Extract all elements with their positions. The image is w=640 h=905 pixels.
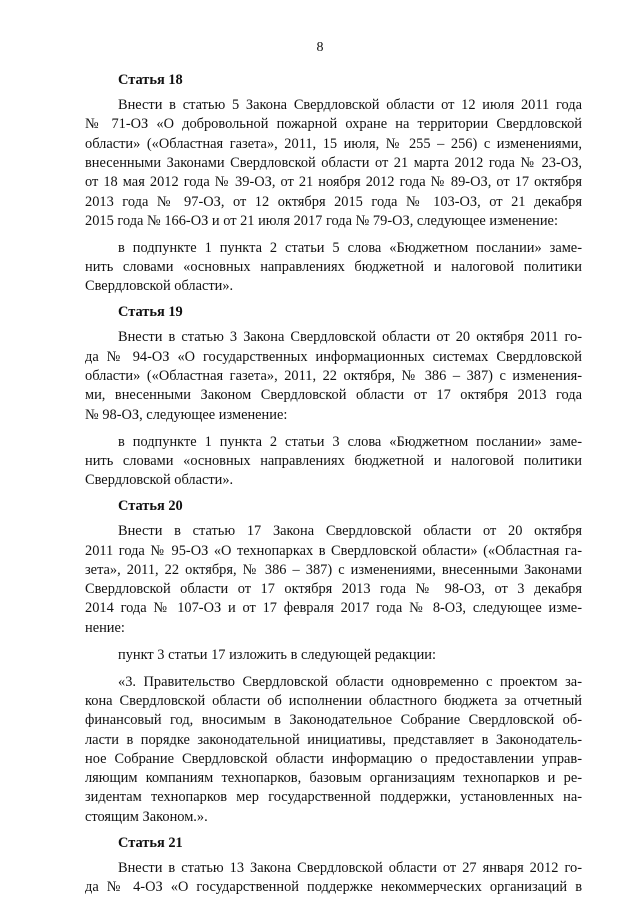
text-line: нить словами «основных направлениях бюджетной и налоговой политики xyxy=(85,453,582,469)
text-line: Внести в статью 3 Закона Свердловской области от 20 октября 2011 го- xyxy=(118,329,582,345)
article-19-heading: Статья 19 xyxy=(118,304,183,320)
text-line: Внести в статью 5 Закона Свердловской области от 12 июля 2011 года xyxy=(118,97,582,113)
text-line: ми, внесенными Законом Свердловской области от 17 октября 2013 года xyxy=(85,387,582,403)
text-line: ное Собрание Свердловской области информацию о предоставлении управ- xyxy=(85,751,582,767)
text-line: ляющим компаниям технопарков, базовым организациям технопарков и ре- xyxy=(85,770,582,786)
text-line: стоящим Законом.». xyxy=(85,809,208,825)
text-line: нить словами «основных направлениях бюджетной и налоговой политики xyxy=(85,259,582,275)
text-line: Свердловской области от 17 октября 2013 года № 98-ОЗ, от 3 декабря xyxy=(85,581,582,597)
text-line: нение: xyxy=(85,620,125,636)
text-line: зидентам технопарков мер государственной поддержки, установленных на- xyxy=(85,789,582,805)
text-line: да № 94-ОЗ «О государственных информационных системах Свердловской xyxy=(85,349,582,365)
text-line: в подпункте 1 пункта 2 статьи 5 слова «Бюджетном послании» заме- xyxy=(118,240,582,256)
text-line: 2013 года № 97-ОЗ, от 12 октября 2015 года № 103-ОЗ, от 21 декабря xyxy=(85,194,582,210)
text-line: Внести в статью 13 Закона Свердловской области от 27 января 2012 го- xyxy=(118,860,582,876)
text-line: в подпункте 1 пункта 2 статьи 3 слова «Бюджетном послании» заме- xyxy=(118,434,582,450)
text-line: зета», 2011, 22 октября, № 386 – 387) с изменениями, внесенными Законами xyxy=(85,562,582,578)
text-line: да № 4-ОЗ «О государственной поддержке некоммерческих организаций в xyxy=(85,879,582,895)
text-line: Внести в статью 17 Закона Свердловской области от 20 октября xyxy=(118,523,582,539)
article-20-heading: Статья 20 xyxy=(118,498,183,514)
text-line: Свердловской области». xyxy=(85,472,234,488)
text-line: «3. Правительство Свердловской области одновременно с проектом за- xyxy=(118,674,582,690)
text-line: 2011 года № 95-ОЗ «О технопарках в Свердловской области» («Областная га- xyxy=(85,543,582,559)
text-line: Свердловской области». xyxy=(85,278,234,294)
text-line: пункт 3 статьи 17 изложить в следующей редакции: xyxy=(118,647,436,663)
text-line: 2015 года № 166-ОЗ и от 21 июля 2017 года № 79-ОЗ, следующее изменение: xyxy=(85,213,558,229)
article-18-heading: Статья 18 xyxy=(118,72,183,88)
text-line: ласти в порядке законодательной инициативы, представляет в Законодатель- xyxy=(85,732,582,748)
text-line: № 98-ОЗ, следующее изменение: xyxy=(85,407,288,423)
page-number: 8 xyxy=(316,40,324,55)
text-line: области» («Областная газета», 2011, 15 июля, № 255 – 256) с изменениями, xyxy=(85,136,582,152)
text-line: области» («Областная газета», 2011, 22 октября, № 386 – 387) с изменения- xyxy=(85,368,582,384)
text-line: № 71-ОЗ «О добровольной пожарной охране на территории Свердловской xyxy=(85,116,582,132)
text-line: внесенными Законами Свердловской области от 21 марта 2012 года № 23-ОЗ, xyxy=(85,155,582,171)
text-line: 2014 года № 107-ОЗ и от 17 февраля 2017 года № 8-ОЗ, следующее изме- xyxy=(85,600,582,616)
text-line: от 18 мая 2012 года № 39-ОЗ, от 21 ноября 2012 года № 89-ОЗ, от 17 октября xyxy=(85,174,582,190)
text-line: кона Свердловской области об исполнении областного бюджета за отчетный xyxy=(85,693,582,709)
text-line: финансовый год, вносимым в Законодательное Собрание Свердловской об- xyxy=(85,712,582,728)
article-21-heading: Статья 21 xyxy=(118,835,183,851)
